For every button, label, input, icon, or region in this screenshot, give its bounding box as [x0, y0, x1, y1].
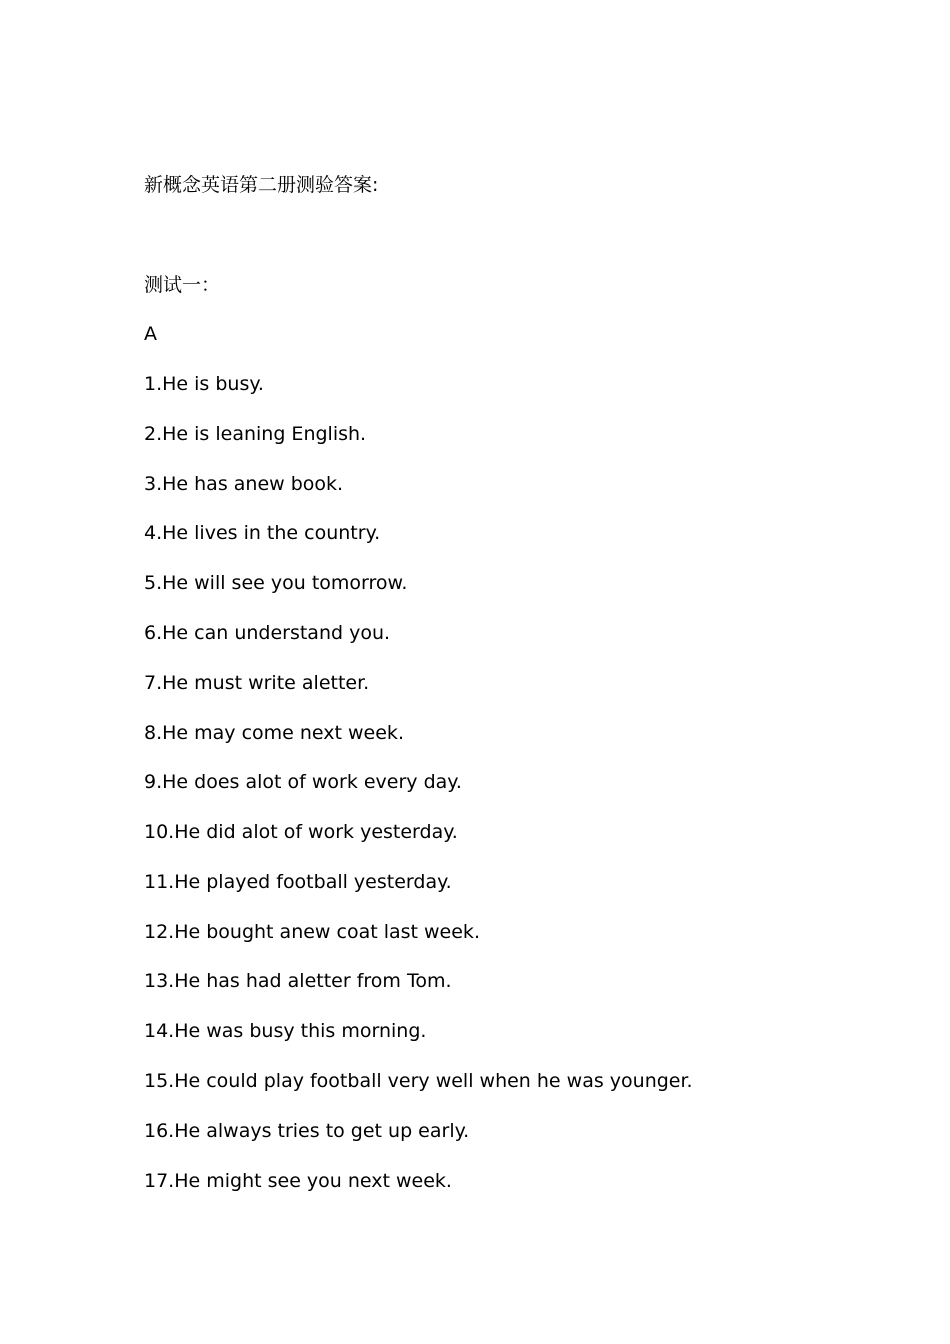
answer-line: 4.He lives in the country.: [144, 522, 381, 544]
answer-line: 14.He was busy this morning.: [144, 1020, 427, 1042]
answer-line: 10.He did alot of work yesterday.: [144, 821, 458, 843]
answer-line: 9.He does alot of work every day.: [144, 771, 462, 793]
answer-line: 12.He bought anew coat last week.: [144, 921, 480, 943]
answer-line: 6.He can understand you.: [144, 622, 391, 644]
part-label: A: [144, 323, 157, 345]
answer-line: 1.He is busy.: [144, 373, 264, 395]
document-title: 新概念英语第二册测验答案:: [144, 174, 379, 196]
answer-line: 17.He might see you next week.: [144, 1170, 452, 1192]
section-heading: 测试一：: [144, 274, 221, 296]
answer-line: 2.He is leaning English.: [144, 423, 367, 445]
answer-line: 16.He always tries to get up early.: [144, 1120, 470, 1142]
answer-line: 13.He has had aletter from Tom.: [144, 970, 452, 992]
answer-line: 15.He could play football very well when he was younger.: [144, 1070, 693, 1092]
answer-line: 3.He has anew book.: [144, 473, 344, 495]
answer-line: 7.He must write aletter.: [144, 672, 370, 694]
answer-line: 11.He played football yesterday.: [144, 871, 452, 893]
answer-line: 8.He may come next week.: [144, 722, 404, 744]
answer-line: 5.He will see you tomorrow.: [144, 572, 408, 594]
